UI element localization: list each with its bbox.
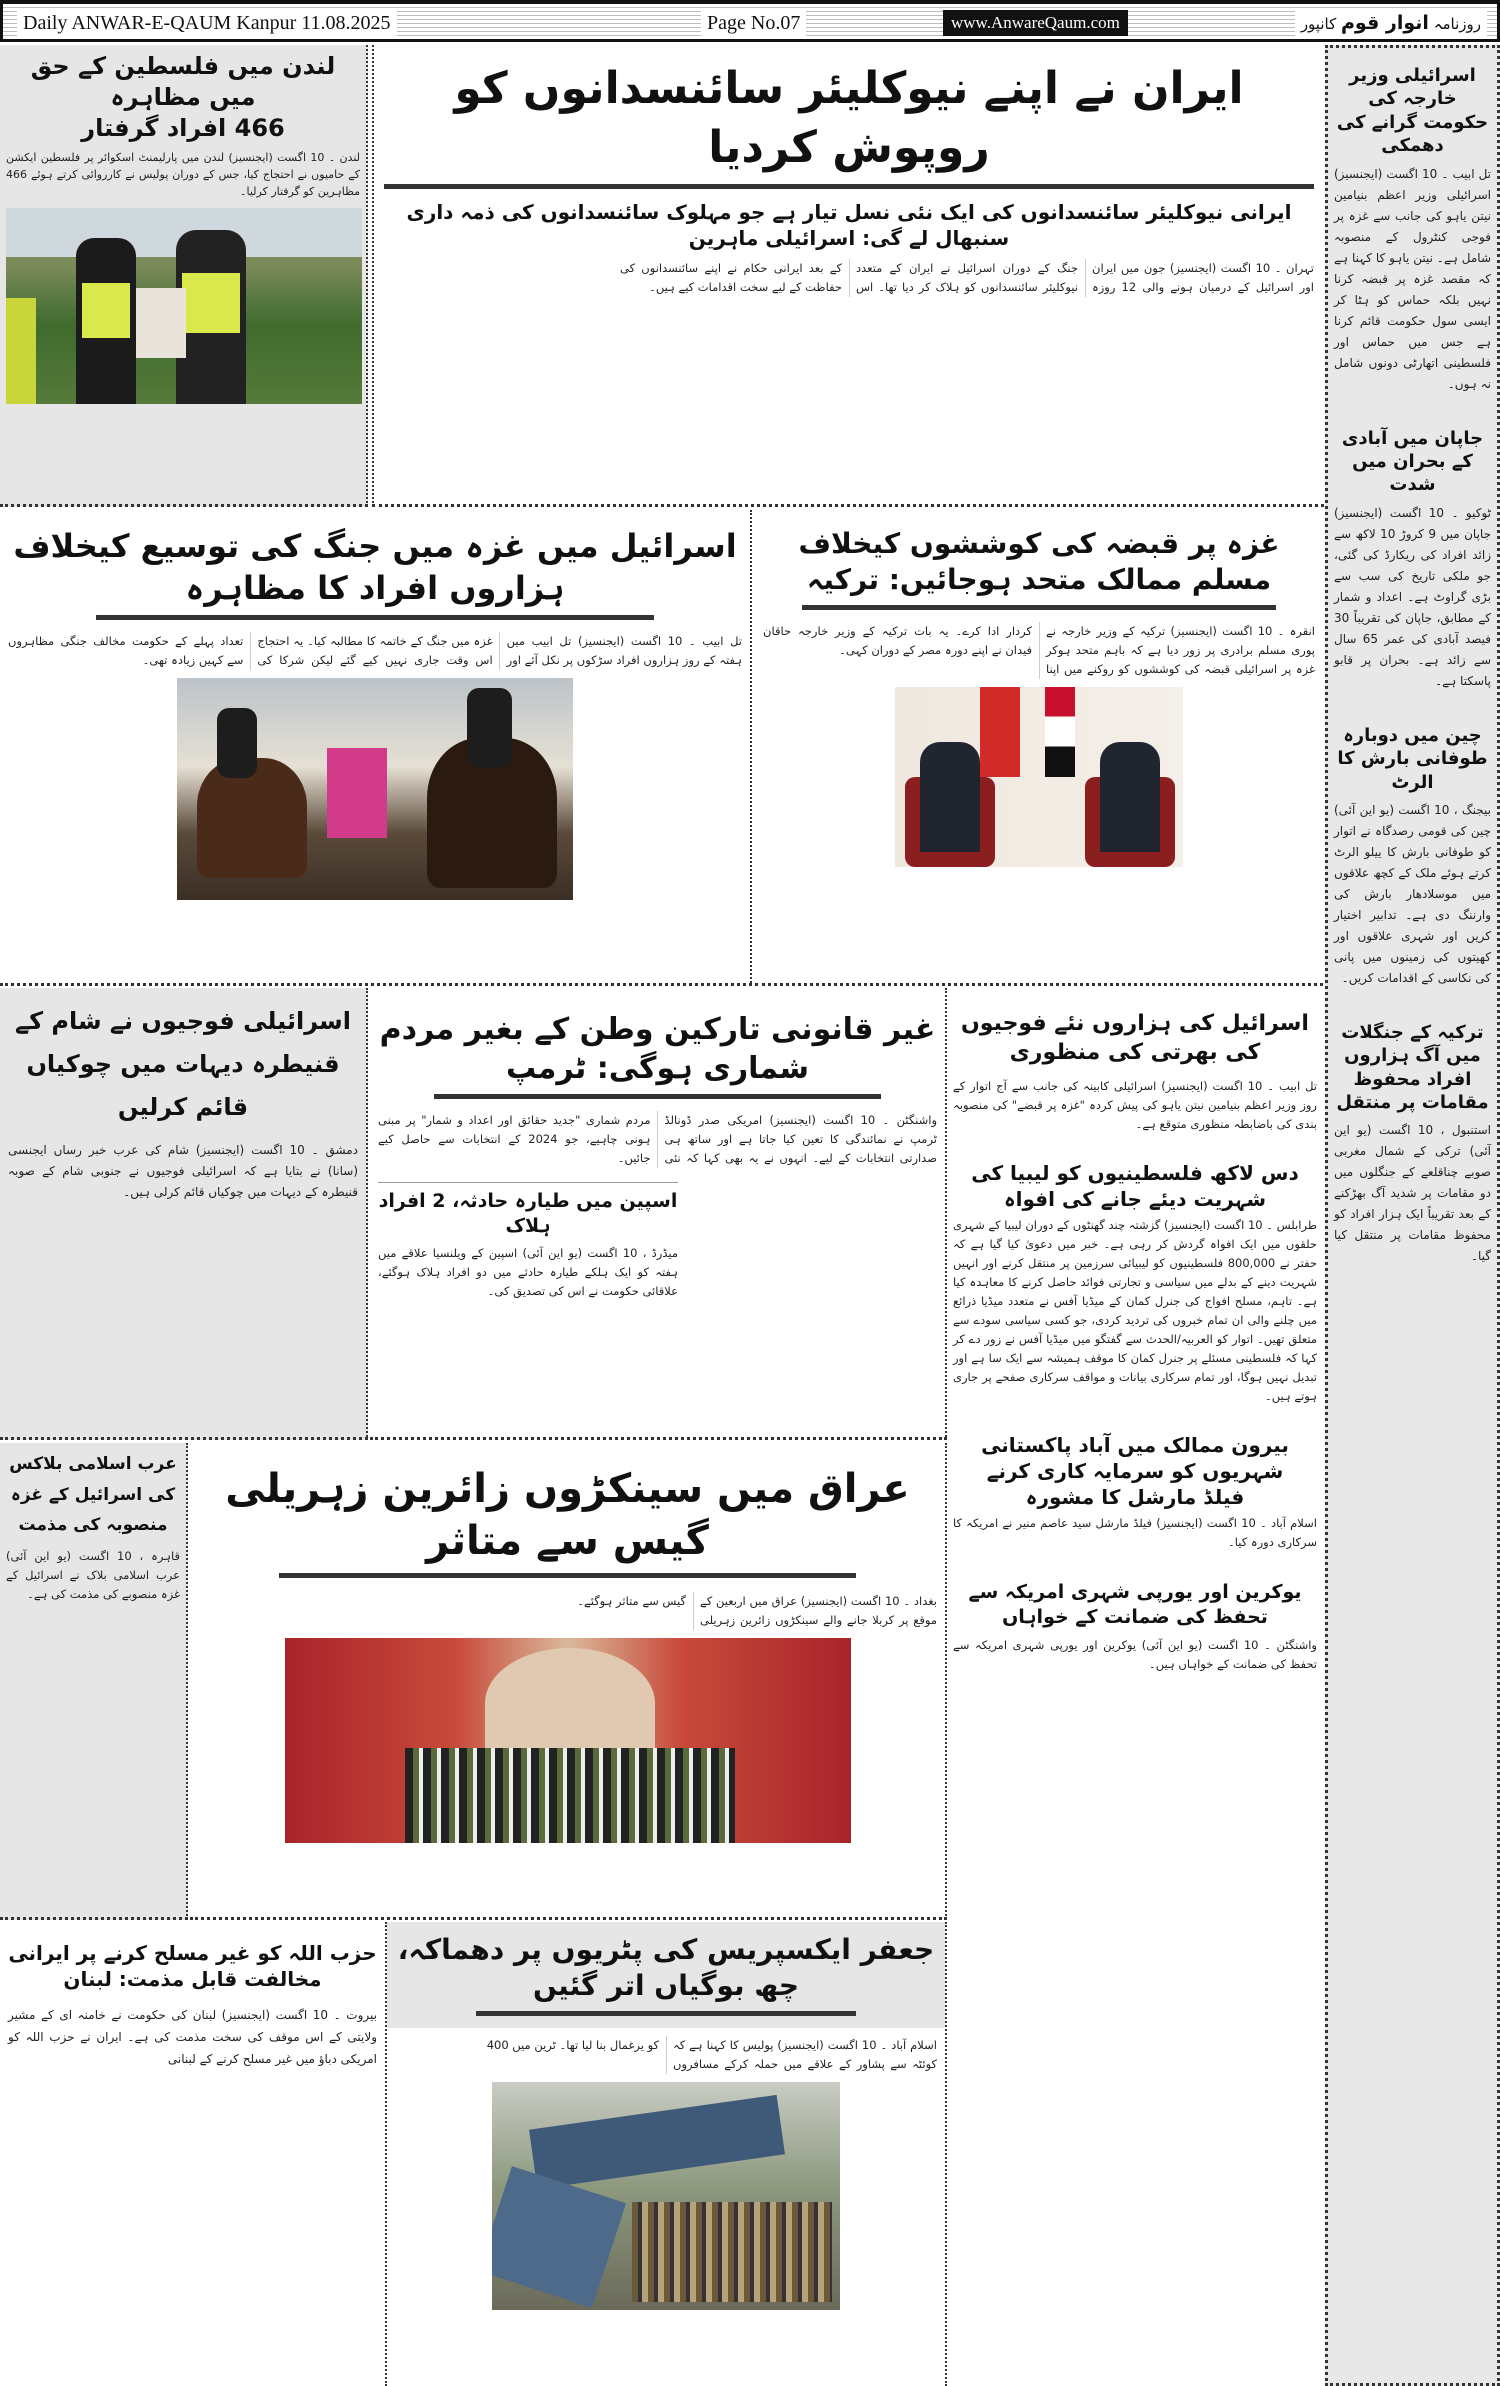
- website-link[interactable]: www.AnwareQaum.com: [943, 10, 1128, 36]
- brief-item: [1334, 417, 1491, 692]
- story-hezbollah: [0, 1922, 387, 2386]
- story-body: واشنگٹن ۔ 10 اگست (ایجنسیز) امریکی صدر ڈونالڈ ٹرمپ نے نمائندگی کا تعین کیا جاتا ہے اور ساتھ ہی صدارتی انتخابات کے لیے۔ انہوں نے یہ بھی کہا کہ نئی مردم شماری "جدید حقائق اور اعداد و شمار" پر مبنی ہونی چاہیے، جو 2024 کے انتخابات سے حاصل کیے جائیں۔: [378, 1113, 937, 1165]
- brief-headline: چین میں دوبارہ طوفانی بارش کا الرٹ: [1337, 724, 1488, 793]
- headline: اسرائیل میں غزہ میں جنگ کی توسیع کیخلاف ہزاروں افراد کا مظاہرہ: [13, 527, 737, 607]
- story-body: تہران ۔ 10 اگست (ایجنسیز) جون میں ایران اور اسرائیل کے درمیان ہونے والی 12 روزہ جنگ کے دوران اسرائیل نے ایران کے متعدد نیوکلیئر سائنسدانوں کو ہلاک کر دیا تھا۔ اس کے بعد ایرانی حکام نے اپنے سائنسدانوں کی حفاظت کے لیے سخت اقدامات کیے ہیں۔: [620, 260, 1314, 294]
- photo-ministers-meeting: [895, 687, 1183, 867]
- photo-iraq-pilgrims: [285, 1638, 851, 1843]
- story-ukraine: [953, 1574, 1317, 1673]
- brief-body: بیجنگ ، 10 اگست (یو این آئی) چین کی قومی رصدگاہ نے اتوار کو طوفانی بارش کا ییلو الرٹ کرتے ہوئے ملک کے کچھ علاقوں میں موسلادھار بارش کی وارننگ دی ہے۔ تدابیر اختیار کریں اور شہری علاقوں اور کھیتوں کی زمینوں میں پانی کی نکاسی کے اقدامات کریں۔: [1334, 802, 1491, 985]
- story-body: انقرہ ۔ 10 اگست (ایجنسیز) ترکیہ کے وزیر خارجہ نے پوری مسلم برادری پر زور دیا ہے کہ باہم متحد ہوکر غزہ پر اسرائیلی قبضہ کی کوششوں کو روکنے میں اپنا کردار ادا کرے۔ یہ بات ترکیہ کے وزیر خارجہ حاقان فیدان نے اپنے دورہ مصر کے دوران کہی۔: [763, 623, 1315, 676]
- story-pakistan: [953, 1428, 1317, 1552]
- story-turkey: [755, 510, 1323, 986]
- story-libya: [953, 1156, 1317, 1406]
- headline: یوکرین اور یورپی شہری امریکہ سے تحفظ کی ضمانت کے خواہاں: [968, 1581, 1302, 1628]
- story-syria: [0, 988, 368, 1440]
- story-body: میڈرڈ ، 10 اگست (یو این آئی) اسپین کے ویلنسیا علاقے میں ہفتہ کو ایک ہلکے طیارہ حادثے میں دو افراد ہلاک ہوگئے، علاقائی حکومت نے اس کی تصدیق کی۔: [378, 1246, 678, 1299]
- story-body: دمشق ۔ 10 اگست (ایجنسیز) شام کی عرب خبر رساں ایجنسی (سانا) نے بتایا ہے کہ اسرائیلی فوجیوں نے جنوبی شام کے صوبہ قنیطرہ کے دیہات میں چوکیاں قائم کرلی ہیں۔: [8, 1142, 358, 1199]
- story-arab-islamic: [0, 1443, 188, 1920]
- story-body: اسلام آباد ۔ 10 اگست (ایجنسیز) فیلڈ مارشل سید عاصم منیر نے امریکہ کا سرکاری دورہ کیا۔: [953, 1516, 1317, 1550]
- story-body: طرابلس ۔ 10 اگست (ایجنسیز) گزشتہ چند گھنٹوں کے دوران لیبیا کے شہری حلقوں میں ایک افواہ گردش کر رہی ہے۔ خبر میں دعویٰ کیا گیا ہے کہ حفتر نے 800,000 فلسطینیوں کو لیبیائی سرزمین پر منتقل کرنے اور انہیں شہریت دینے کے بدلے میں سیاسی و تجارتی فوائد حاصل کرنے کا معاہدہ کیا ہے۔ تاہم، مسلح افواج کی جنرل کمان کے میڈیا آفس نے متعدد میڈیا ذرائع میں چلنے والی ان تمام خبروں کی تردید کردی، جو کسی سیاسی سودے سے متعلق تھیں۔ اتوار کو العربیہ/الحدث سے گفتگو میں میڈیا آفس نے زور دے کر کہا کہ فلسطینی مسئلے پر جنرل کمان کا موقف ہمیشہ سے ایک سا ہے اور تبدیل نہیں ہوگا، اور تمام سرکاری بیانات و مواقف سرکاری صفحے پر جاری ہوتے ہیں۔: [953, 1218, 1317, 1404]
- story-iraq: [190, 1443, 947, 1920]
- story-body: قاہرہ ، 10 اگست (یو این آئی) عرب اسلامی بلاک نے اسرائیل کے غزہ منصوبے کی مذمت کی ہے۔: [6, 1548, 180, 1601]
- brief-body: ٹوکیو ۔ 10 اگست (ایجنسیز) جاپان میں 9 کروڑ 10 لاکھ سے زائد افراد کی ریکارڈ کی گئی، جو ملکی تاریخ کی سب سے بڑی گراوٹ ہے۔ اعداد و شمار کے مطابق، جاپان کی تقریباً 30 فیصد آبادی کی عمر 65 سال سے زائد ہے۔ بحران پر قابو پاسکتا ہے۔: [1334, 505, 1491, 688]
- story-body: لندن ۔ 10 اگست (ایجنسیز) لندن میں پارلیمنٹ اسکوائر پر فلسطین ایکشن کے حامیوں نے احتجاج کیا، جس کے دوران پولیس نے کارروائی کرتے ہوئے 466 مظاہرین کو گرفتار کرلیا۔: [6, 150, 360, 198]
- story-spain: [378, 1182, 678, 1301]
- photo-mounted-police: [177, 678, 573, 900]
- headline: بیرون ممالک میں آباد پاکستانی شہریوں کو سرمایہ کاری کرنے فیلڈ مارشل کا مشورہ: [981, 1433, 1289, 1510]
- headline: عرب اسلامی بلاکس کی اسرائیل کے غزہ منصوبہ کی مذمت: [9, 1454, 177, 1536]
- lead-headline: ایران نے اپنے نیوکلیئر سائنسدانوں کو روپوش کردیا: [454, 63, 1244, 174]
- brief-body: استنبول ، 10 اگست (یو این آئی) ترکی کے شمال مغربی صوبے چناقلعے کے جنگلوں میں دو مقامات پر شدید آگ بھڑکنے کے بعد تقریباً ایک ہزار افراد کو محفوظ مقامات پر منتقل کیا گیا۔: [1334, 1123, 1491, 1264]
- lead-subheadline: ایرانی نیوکلیئر سائنسدانوں کی ایک نئی نسل تیار ہے جو مہلوک سائنسدانوں کی ذمہ داری سنبھال لے گی: اسرائیلی ماہرین: [406, 199, 1292, 250]
- headline: اسرائیل کی ہزاروں نئے فوجیوں کی بھرتی کی منظوری: [961, 1011, 1309, 1065]
- story-recruits: [953, 994, 1317, 1134]
- headline: دس لاکھ فلسطینیوں کو لیبیا کی شہریت دیئے جانے کی افواہ: [971, 1161, 1299, 1212]
- headline: غزہ پر قبضہ کی کوششوں کیخلاف مسلم ممالک متحد ہوجائیں: ترکیہ: [798, 527, 1280, 597]
- headline: لندن میں فلسطین کے حق میں مظاہرہ: [30, 52, 336, 112]
- story-body: بغداد ۔ 10 اگست (ایجنسیز) عراق میں اربعین کے موقع پر کربلا جانے والے سینکڑوں زائرین زہریلی گیس سے متاثر ہوگئے۔: [577, 1594, 937, 1627]
- headline: عراق میں سینکڑوں زائرین زہریلی گیس سے متاثر: [225, 1466, 910, 1564]
- story-body: تل ابیب ۔ 10 اگست (ایجنسیز) اسرائیلی کابینہ کی جانب سے آج اتوار کے روز وزیر اعظم بنیامین نیتن یاہو کی پیش کردہ "غزہ پر قبضے" کی منصوبہ بندی کی باضابطہ منظوری متوقع ہے۔: [953, 1079, 1317, 1132]
- story-iran-lead: [372, 45, 1324, 507]
- brief-headline: جاپان میں آبادی کے بحران میں شدت: [1341, 427, 1484, 496]
- right-news-column: [947, 988, 1323, 2386]
- brief-body: تل ابیب ۔ 10 اگست (ایجنسیز) اسرائیلی وزیر اعظم بنیامین نیتن یاہو کی جانب سے غزہ پر فوجی کنٹرول کے منصوبہ شامل ہے۔ نیتن یاہو کا کہنا ہے کہ مقصد غزہ پر قبضہ کرنا نہیں بلکہ حماس کو ہٹا کر ایسی سول حکومت قائم کرنا ہے جس میں حماس اور فلسطینی اتھارٹی دونوں شامل نہ ہوں۔: [1334, 166, 1492, 391]
- masthead-city: کانپور: [1300, 15, 1337, 33]
- story-body: واشنگٹن ۔ 10 اگست (یو این آئی) یوکرین اور یورپی شہری امریکہ سے تحفظ کی ضمانت کے خواہاں ہیں۔: [953, 1637, 1317, 1671]
- headline: جعفر ایکسپریس کی پٹریوں پر دھماکہ، چھ بوگیاں اتر گئیں: [397, 1933, 935, 2003]
- edition-info: Daily ANWAR-E-QAUM Kanpur 11.08.2025: [17, 10, 397, 36]
- story-body: بیروت ۔ 10 اگست (ایجنسیز) لبنان کی حکومت نے خامنہ ای کے مشیر ولایتی کے اس موقف کی سخت مذمت کی ہے۔ ایران نے حزب اللہ کو امریکی دباؤ میں غیر مسلح کرنے کے لبنانی: [8, 2008, 377, 2066]
- photo-derailed-train: [492, 2082, 840, 2310]
- headline: غیر قانونی تارکین وطن کے بغیر مردم شماری ہوگی: ٹرمپ: [379, 1012, 936, 1086]
- subheadline: اسپین میں طیارہ حادثہ، 2 افراد ہلاک: [378, 1190, 678, 1237]
- story-jaffar-express: [387, 1922, 947, 2386]
- masthead-logo: [1295, 10, 1487, 37]
- brief-item: [1334, 1011, 1491, 1268]
- brief-headline: اسرائیلی وزیر خارجہ کی حکومت گرانے کی دھمکی: [1336, 65, 1489, 157]
- headline: اسرائیلی فوجیوں نے شام کے قنیطرہ دیہات میں چوکیاں قائم کرلیں: [15, 1007, 351, 1122]
- story-body: اسلام آباد ۔ 10 اگست (ایجنسیز) پولیس کا کہنا ہے کہ کوئٹہ سے پشاور کے علاقے میں حملہ کرکے مسافروں کو یرغمال بنا لیا تھا۔ ٹرین میں 400: [486, 2037, 937, 2071]
- story-israel-protest: [0, 510, 752, 986]
- subheadline: 466 افراد گرفتار: [81, 114, 285, 143]
- story-trump: [370, 988, 947, 1440]
- story-body: تل ابیب ۔ 10 اگست (ایجنسیز) تل ابیب میں ہفتہ کے روز ہزاروں افراد سڑکوں پر نکل آئے اور غزہ میں جنگ کے خاتمہ کا مطالبہ کیا۔ یہ احتجاج اس وقت جاری نہیں کیے گئے لیکن شرکا کی تعداد پہلے کے حکومت مخالف جنگی مظاہروں سے کہیں زیادہ تھی۔: [8, 634, 742, 668]
- brief-item: [1334, 714, 1491, 989]
- masthead-prefix: روزنامہ: [1433, 15, 1481, 33]
- headline: حزب اللہ کو غیر مسلح کرنے پر ایرانی مخالفت قابل مذمت: لبنان: [8, 1941, 377, 1991]
- masthead-name: انوار قوم: [1341, 12, 1429, 34]
- masthead-bar: [0, 0, 1500, 42]
- story-london: [0, 45, 368, 507]
- brief-item: [1334, 54, 1491, 395]
- photo-london-arrest: [6, 208, 362, 404]
- page-number: Page No.07: [701, 10, 806, 36]
- sidebar-briefs: [1325, 45, 1500, 2386]
- brief-headline: ترکیہ کے جنگلات میں آگ ہزاروں افراد محفوظ مقامات پر منتقل: [1336, 1021, 1489, 1114]
